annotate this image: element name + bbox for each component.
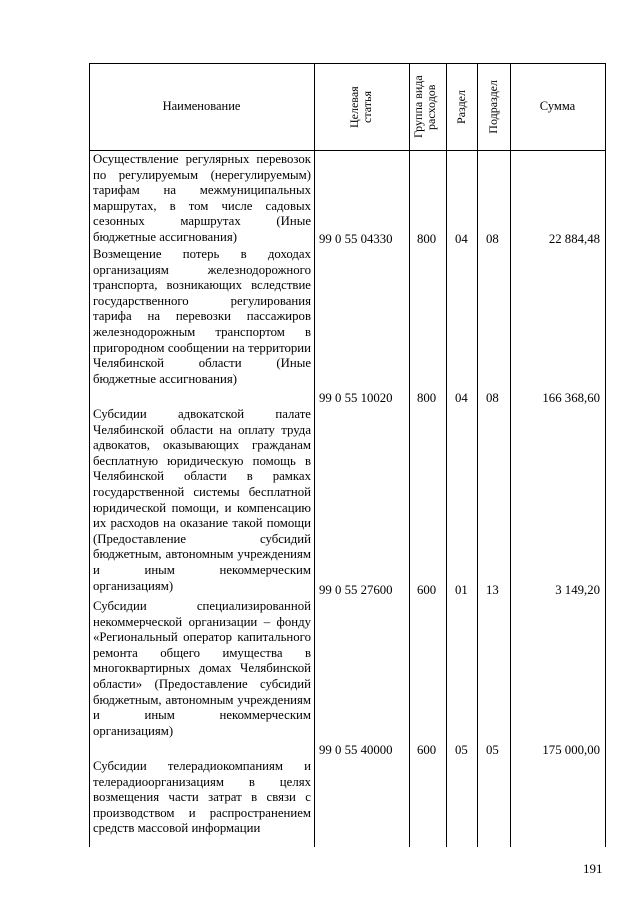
table-row-name: Осуществление регулярных перевозок по регулируемым (нерегулируемым) тарифам на межмуниципальных маршрутах, в том числе садовых сезонных маршрутах (Иные бюджетные ассигнования) [93, 152, 311, 244]
target-article-cell: 99 0 55 40000 [319, 743, 393, 757]
header-section-label: Раздел [454, 89, 468, 124]
amount-cell: 175 000,00 [542, 743, 600, 757]
subsection-cell: 08 [486, 232, 499, 246]
header-subsection-label: Подраздел [486, 79, 500, 134]
subsection-cell: 05 [486, 743, 499, 757]
header-target-article [314, 63, 409, 150]
header-expense-group [409, 63, 446, 150]
column-divider [477, 63, 478, 847]
header-subsection [477, 63, 510, 150]
section-cell: 05 [455, 743, 468, 757]
expense-group-cell: 600 [417, 583, 437, 597]
page-number: 191 [583, 861, 603, 876]
target-article-cell: 99 0 55 10020 [319, 391, 393, 405]
column-divider [314, 63, 315, 847]
header-name [89, 63, 314, 150]
column-divider [446, 63, 447, 847]
subsection-cell: 08 [486, 391, 499, 405]
section-cell: 04 [455, 391, 468, 405]
amount-cell: 3 149,20 [555, 583, 600, 597]
section-cell: 01 [455, 583, 468, 597]
header-amount-label: Сумма [539, 99, 576, 113]
header-expense-group-label: Группа вида расходов [410, 75, 438, 138]
column-divider [409, 63, 410, 847]
header-target-article-label: Целевая статья [346, 85, 374, 128]
expense-group-cell: 600 [417, 743, 437, 757]
table-border-left [89, 63, 90, 847]
expense-group-cell: 800 [417, 232, 437, 246]
column-divider [510, 63, 511, 847]
expense-group-cell: 800 [417, 391, 437, 405]
target-article-cell: 99 0 55 27600 [319, 583, 393, 597]
table-border-right [605, 63, 606, 847]
amount-cell: 22 884,48 [548, 232, 600, 246]
subsection-cell: 13 [486, 583, 499, 597]
table-row-name: Возмещение потерь в доходах организациям железнодорожного транспорта, возникающих вследствие государственного регулирования тарифа на перевозки пассажиров железнодорожным транспортом в пригородном сообщении на территории Челябинской области (Иные бюджетные ассигнования) [93, 247, 311, 386]
header-amount [510, 63, 605, 150]
header-section [446, 63, 477, 150]
amount-cell: 166 368,60 [542, 391, 600, 405]
table-row-name: Субсидии специализированной некоммерческой организации – фонду «Региональный оператор капитального ремонта общего имущества в многоквартирных домах Челябинской области» (Предоставление субсидий бюджетным, автономным учреждениям и иным некоммерческим организациям) [93, 599, 311, 738]
header-name-label: Наименование [162, 99, 241, 113]
table-row-name: Субсидии телерадиокомпаниям и телерадиоорганизациям в целях возмещения части затрат в связи с производством и распространением средств массовой информации [93, 759, 311, 836]
header-divider [89, 150, 606, 151]
table-row-name: Субсидии адвокатской палате Челябинской области на оплату труда адвокатов, оказывающих гражданам бесплатную юридическую помощь в Челябинской области в рамках государственной системы бесплатной юридической помощи, и компенсацию их расходов на оказание такой помощи (Предоставление субсидий бюджетным, автономным учреждениям и иным некоммерческим организациям) [93, 407, 311, 593]
section-cell: 04 [455, 232, 468, 246]
target-article-cell: 99 0 55 04330 [319, 232, 393, 246]
